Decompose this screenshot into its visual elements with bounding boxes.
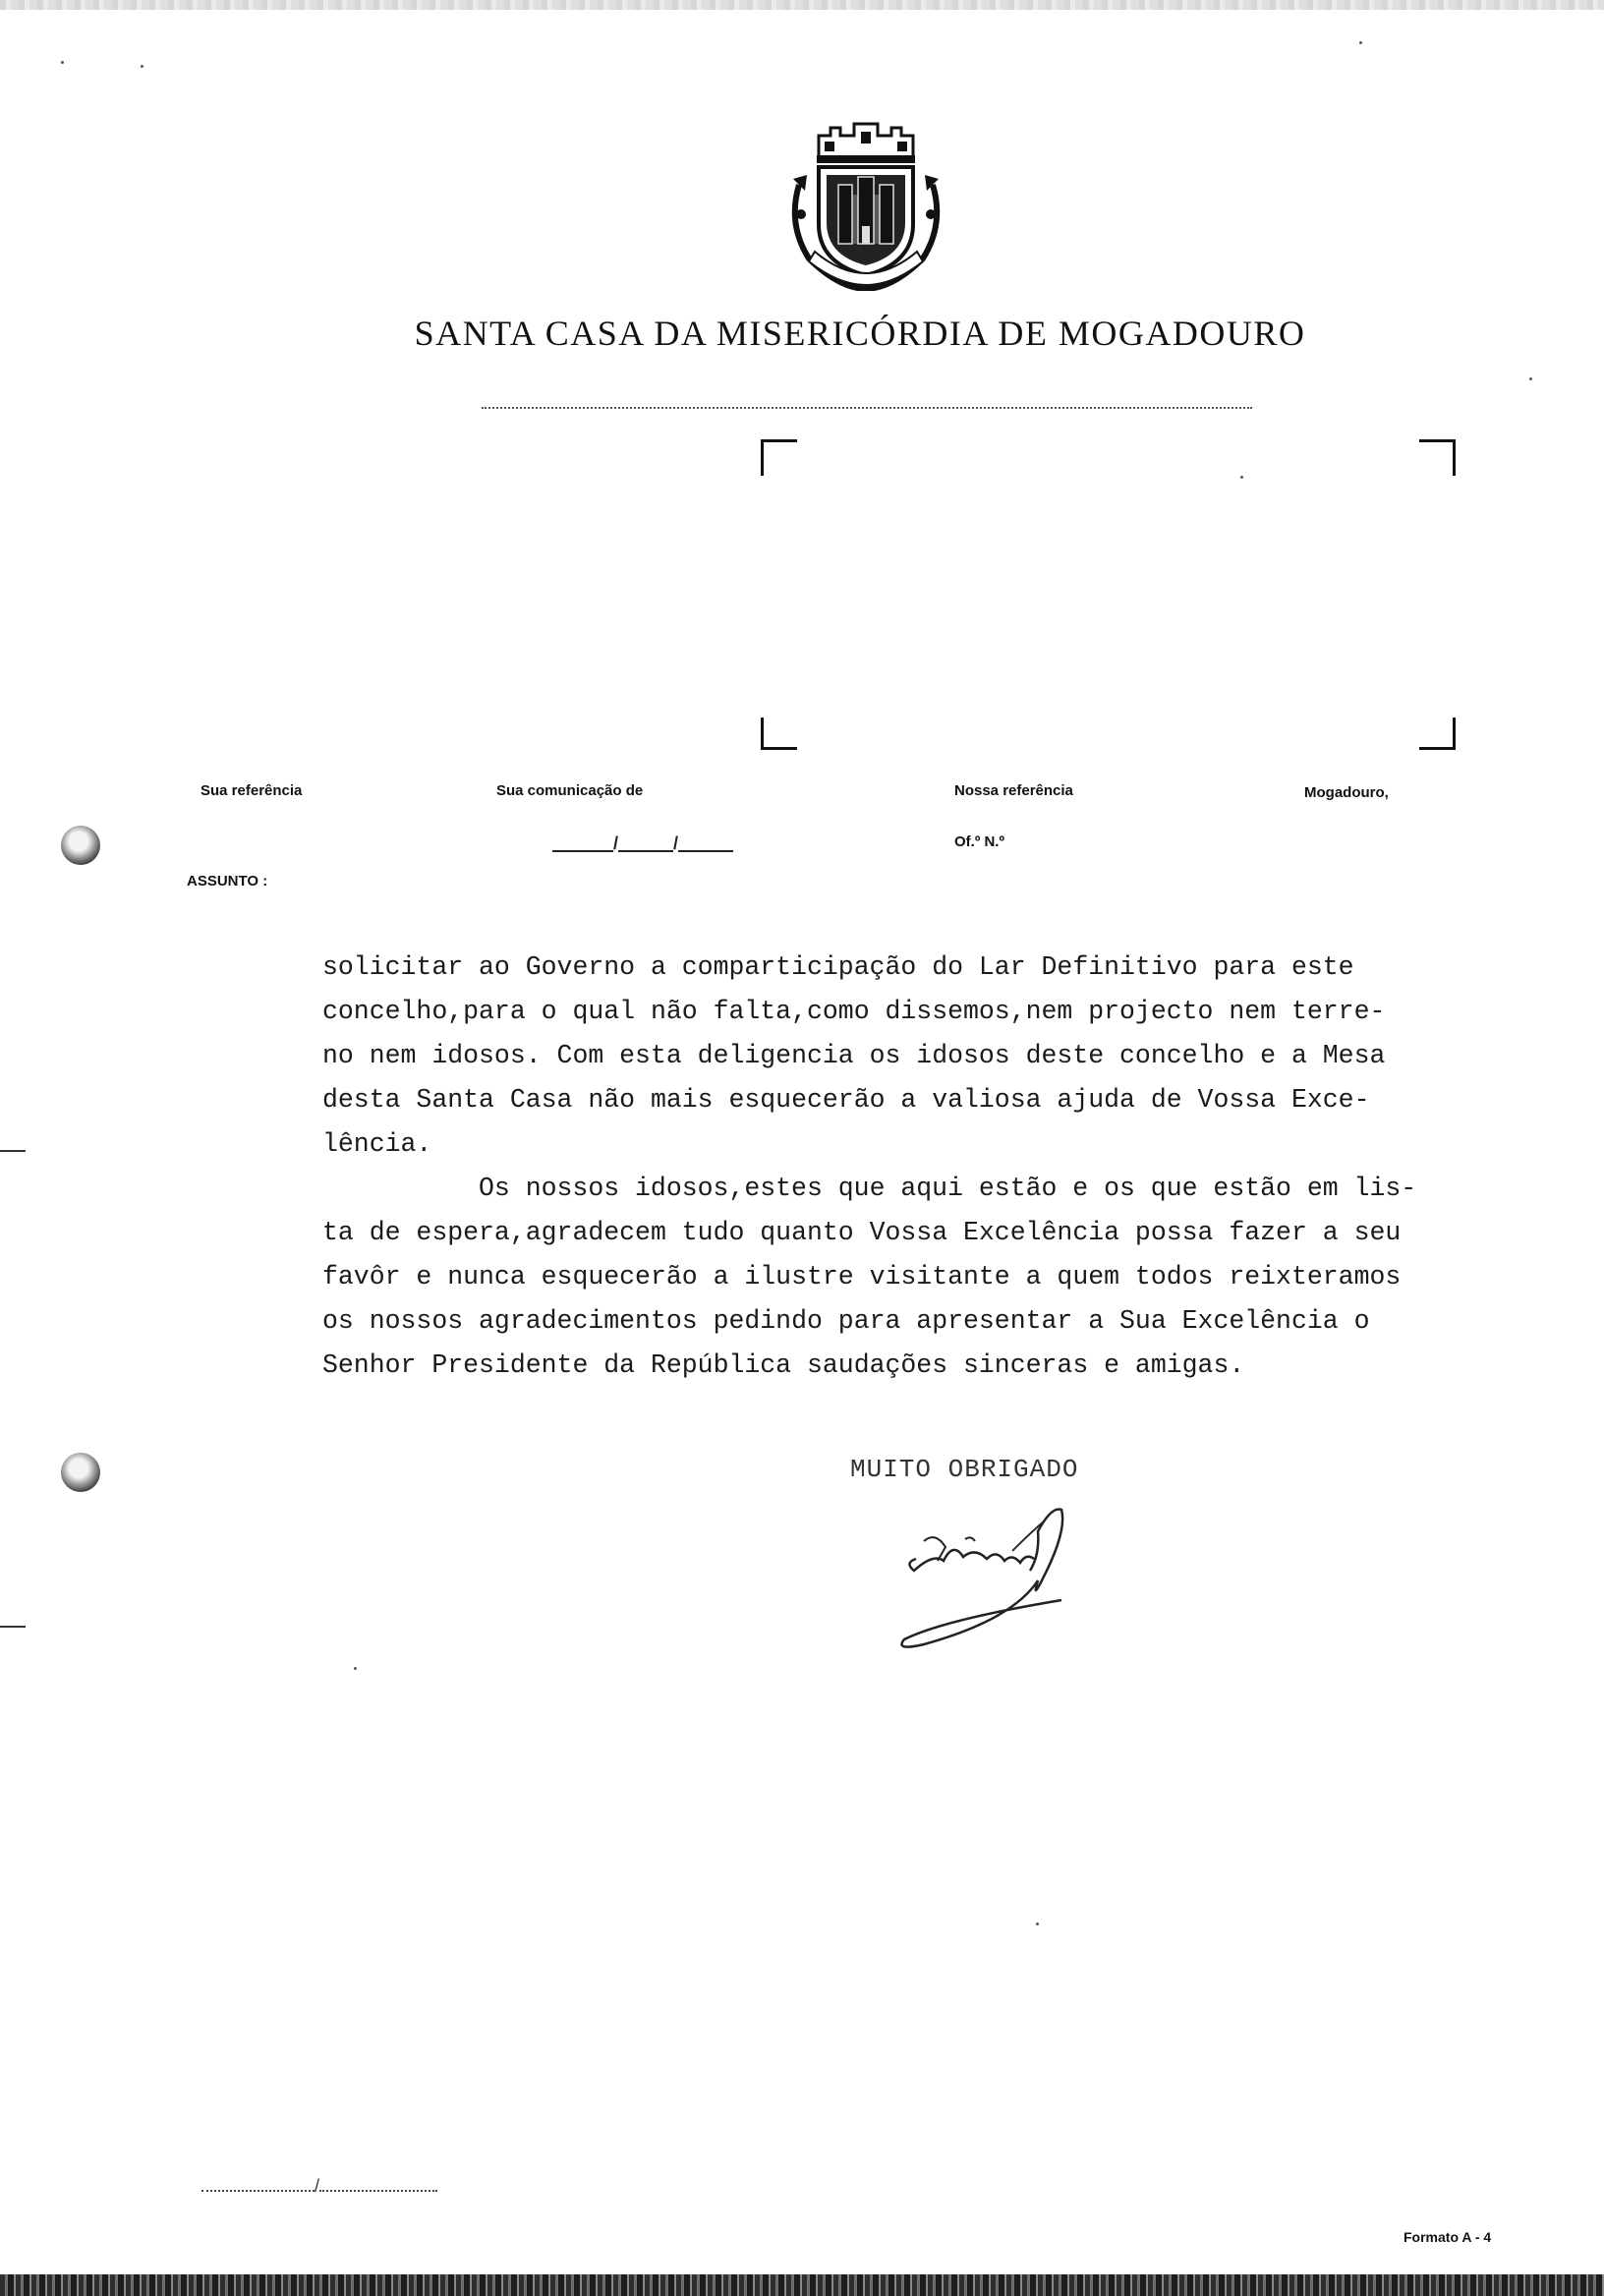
comunicacao-date-blank: / / (552, 832, 733, 852)
body-line: concelho,para o qual não falta,como dissemos,nem projecto nem terre- (322, 997, 1386, 1026)
punch-hole (61, 1453, 100, 1492)
scan-speck (1036, 1923, 1039, 1925)
nossa-referencia-label: Nossa referência (954, 782, 1073, 799)
scan-speck (61, 61, 64, 64)
oficio-label: Of.º N.º (954, 833, 1004, 850)
body-line: ta de espera,agradecem tudo quanto Vossa Excelência possa fazer a seu (322, 1218, 1402, 1247)
body-line: os nossos agradecimentos pedindo para apresentar a Sua Excelência o (322, 1306, 1370, 1336)
municipal-crest-icon (779, 116, 952, 291)
body-line: Os nossos idosos,estes que aqui estão e os que estão em lis- (479, 1174, 1417, 1203)
scan-top-edge (0, 0, 1604, 10)
margin-fold-mark (0, 1626, 26, 1628)
scan-speck (1359, 41, 1362, 44)
footer-date-separator: / (315, 2176, 320, 2196)
title-dotted-rule (482, 407, 1252, 409)
sua-referencia-label: Sua referência (200, 782, 303, 799)
body-line: solicitar ao Governo a comparticipação do Lar Definitivo para este (322, 952, 1354, 982)
organization-title: SANTA CASA DA MISERICÓRDIA DE MOGADOURO (414, 314, 1306, 353)
mogadouro-label: Mogadouro, (1304, 784, 1389, 801)
body-line: desta Santa Casa não mais esquecerão a valiosa ajuda de Vossa Exce- (322, 1085, 1370, 1115)
scan-speck (1240, 476, 1243, 479)
address-window-corner (1419, 718, 1456, 750)
punch-hole (61, 826, 100, 865)
body-line: Senhor Presidente da República saudações sinceras e amigas. (322, 1350, 1245, 1380)
scan-speck (1529, 377, 1532, 380)
paper-format-label: Formato A - 4 (1404, 2229, 1492, 2245)
handwritten-signature (865, 1502, 1140, 1669)
address-window-corner (1419, 439, 1456, 476)
body-line: favôr e nunca esquecerão a ilustre visitante a quem todos reixteramos (322, 1262, 1402, 1292)
body-line: lência. (322, 1129, 432, 1159)
body-line: no nem idosos. Com esta deligencia os idosos deste concelho e a Mesa (322, 1041, 1386, 1070)
margin-fold-mark (0, 1150, 26, 1152)
letter-body (322, 946, 1561, 1388)
assunto-label: ASSUNTO : (187, 873, 268, 890)
footer-date-blank (201, 2176, 437, 2197)
address-window-corner (761, 718, 797, 750)
scan-speck (354, 1667, 357, 1670)
scan-bottom-edge (0, 2274, 1604, 2296)
sua-comunicacao-label: Sua comunicação de (496, 782, 644, 799)
address-window-corner (761, 439, 797, 476)
closing-text: MUITO OBRIGADO (850, 1455, 1079, 1484)
scan-speck (141, 65, 143, 68)
